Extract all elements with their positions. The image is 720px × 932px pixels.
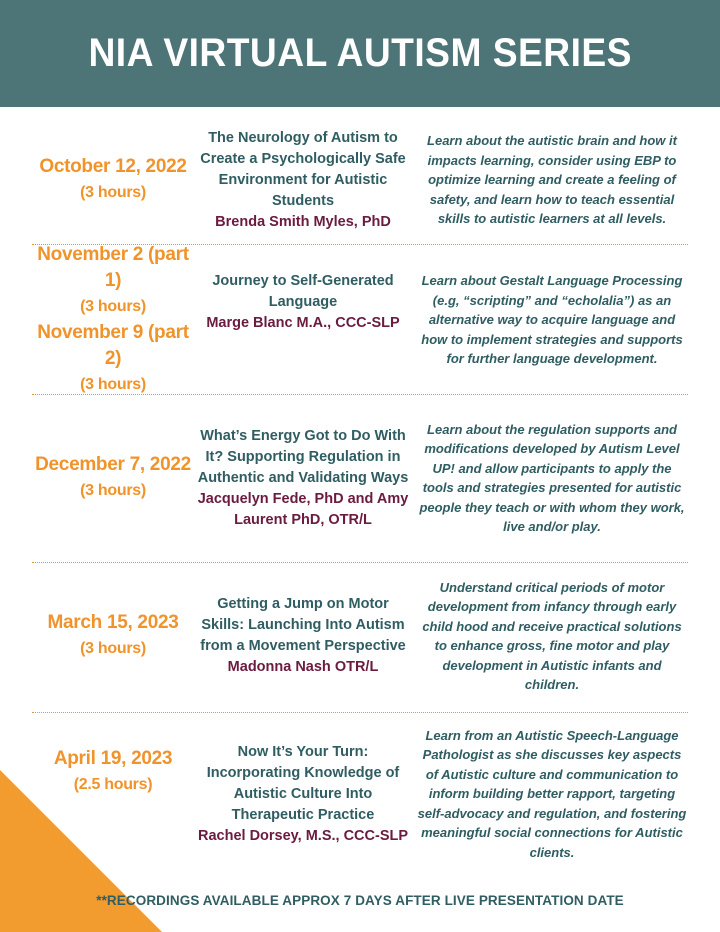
date-label: November 9 (part 2) [37, 322, 189, 369]
session-date [32, 452, 194, 504]
session-description: Learn from an Autistic Speech-Language Pathologist as she discusses key aspects of Autistic culture and communication to inform building better rapport, targeting self-advocacy and regulation, and fostering meaningful social connections for Autistic clients. [417, 727, 687, 860]
duration-label: (2.5 hours) [73, 776, 153, 793]
session-title: Getting a Jump on Motor Skills: Launching Into Autism from a Movement Perspective [200, 596, 406, 654]
duration-label: (3 hours) [80, 298, 146, 315]
session-row [32, 408, 688, 548]
duration-label: (3 hours) [80, 376, 146, 393]
recordings-note: **RECORDINGS AVAILABLE APPROX 7 DAYS AFTER LIVE PRESENTATION DATE [96, 893, 624, 908]
date-label: October 12, 2022 [39, 156, 187, 177]
session-date [32, 154, 194, 206]
session-title-block [196, 128, 410, 233]
session-row [32, 724, 688, 864]
session-row [32, 120, 688, 240]
date-label: April 19, 2023 [53, 748, 173, 769]
session-date [32, 242, 194, 398]
session-row [32, 244, 688, 393]
session-description: Understand critical periods of motor development from infancy through early child hood and receive practical solutions to enhance gross, fine motor and play development in Autistic infants and children. [422, 579, 682, 692]
session-title: What’s Energy Got to Do With It? Supporting Regulation in Authentic and Validating Ways [197, 427, 409, 486]
duration-label: (3 hours) [80, 640, 146, 657]
dotted-divider [32, 562, 688, 563]
session-title: Journey to Self-Generated Language [212, 272, 394, 310]
dotted-divider [32, 712, 688, 713]
session-title-block [196, 594, 410, 678]
presenter-name: Madonna Nash OTR/L [227, 659, 379, 675]
session-date [32, 610, 194, 662]
session-description: Learn about the regulation supports and modifications developed by Autism Level UP! and allow participants to apply the tools and strategies presented for autistic people they teach or with whom they work, live and/or play. [419, 421, 685, 534]
session-title-block [196, 742, 410, 847]
duration-label: (3 hours) [80, 184, 146, 201]
presenter-name: Marge Blanc M.A., CCC-SLP [206, 314, 400, 331]
session-title-block [196, 271, 410, 334]
date-label: December 7, 2022 [35, 454, 191, 475]
header-banner [0, 0, 720, 107]
dotted-divider [32, 394, 688, 395]
session-title-block [196, 426, 410, 531]
presenter-name: Rachel Dorsey, M.S., CCC-SLP [197, 827, 409, 844]
session-description: Learn about the autistic brain and how it impacts learning, consider using EBP to optimize learning and create a feeling of safety, and learn how to teach essential skills to autistic learners at all levels. [427, 133, 677, 227]
page-title: NIA VIRTUAL AUTISM SERIES [88, 31, 632, 75]
duration-label: (3 hours) [80, 482, 146, 499]
date-label: November 2 (part 1) [37, 244, 189, 291]
date-label: March 15, 2023 [47, 612, 179, 633]
presenter-name: Brenda Smith Myles, PhD [215, 213, 391, 230]
session-row [32, 572, 688, 700]
session-title: Now It’s Your Turn: Incorporating Knowledge of Autistic Culture Into Therapeutic Practice [206, 743, 400, 823]
session-description: Learn about Gestalt Language Processing (e.g, “scripting” and “echolalia”) as an alternative way to acquire language and how to implement strategies and supports for further language development. [421, 273, 683, 367]
session-date [32, 746, 194, 798]
presenter-name: Jacquelyn Fede, PhD and Amy Laurent PhD, OTR/L [197, 490, 409, 528]
session-title: The Neurology of Autism to Create a Psychologically Safe Environment for Autistic Students [200, 129, 406, 209]
